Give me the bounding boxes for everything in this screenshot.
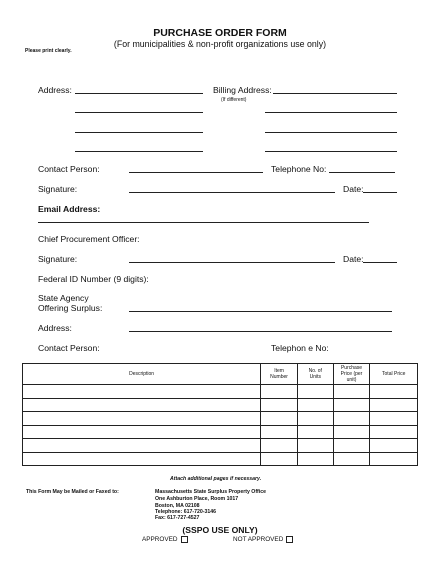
unit-price-header: Purchase Price (per unit) [333,364,370,385]
signature-2-label: Signature: [38,254,78,264]
item-number-header: Item Number [261,364,298,385]
units-cell[interactable] [297,385,333,399]
approved-checkbox[interactable] [181,536,188,543]
units-cell[interactable] [297,398,333,412]
item-number-cell[interactable] [261,385,298,399]
telephone-field[interactable] [329,172,395,173]
table-row [23,452,418,466]
item-number-cell[interactable] [261,398,298,412]
form-subtitle: (For municipalities & non-profit organizations use only) [113,39,327,49]
table-row [23,385,418,399]
date-label: Date: [343,184,364,194]
contact-person-field[interactable] [129,172,263,173]
state-agency-label-line1: State Agency [38,293,89,303]
form-title: PURCHASE ORDER FORM [153,27,287,39]
office-phone: Telephone: 617-720-3146 [155,509,217,515]
sspo-use-only: (SSPO USE ONLY) [182,525,258,535]
units-header: No. of Units [297,364,333,385]
not-approved-checkbox[interactable] [286,536,293,543]
not-approved-option[interactable] [233,536,293,543]
units-cell[interactable] [297,412,333,426]
billing-address-line-3[interactable] [265,132,397,133]
total-price-cell[interactable] [370,452,418,466]
unit-price-cell[interactable] [333,452,370,466]
billing-address-line-1[interactable] [273,93,397,94]
office-name: Massachusetts State Surplus Property Office [155,489,266,495]
chief-procurement-officer-label: Chief Procurement Officer: [38,234,140,244]
date-2-field[interactable] [363,262,397,263]
items-table [22,363,418,466]
item-number-cell[interactable] [261,452,298,466]
approved-option[interactable] [142,536,188,543]
billing-address-line-4[interactable] [265,151,397,152]
telephone-label: Telephone No: [271,164,327,174]
office-fax: Fax: 617-727-4527 [155,515,200,521]
address-line-1[interactable] [75,93,203,94]
table-row [23,412,418,426]
description-cell[interactable] [23,385,261,399]
total-price-cell[interactable] [370,385,418,399]
item-number-cell[interactable] [261,439,298,453]
billing-address-line-2[interactable] [265,112,397,113]
signature-2-field[interactable] [129,262,335,263]
table-row [23,398,418,412]
units-cell[interactable] [297,439,333,453]
contact-person-label: Contact Person: [38,164,100,174]
table-row [23,425,418,439]
address-2-field[interactable] [129,331,392,332]
description-cell[interactable] [23,412,261,426]
state-agency-field[interactable] [129,311,392,312]
address-line-2[interactable] [75,112,203,113]
email-address-label: Email Address: [38,204,101,214]
attach-pages-note: Attach additional pages if necessary. [170,476,262,482]
unit-price-cell[interactable] [333,439,370,453]
item-number-cell[interactable] [261,425,298,439]
unit-price-cell[interactable] [333,385,370,399]
description-cell[interactable] [23,398,261,412]
description-cell[interactable] [23,425,261,439]
table-row [23,439,418,453]
billing-address-label: Billing Address: [213,85,272,95]
if-different-note: (If different) [221,97,247,103]
unit-price-cell[interactable] [333,412,370,426]
telephone-2-label: Telephon e No: [271,343,329,353]
mail-fax-note: This Form May be Mailed or Faxed to: [26,489,119,495]
office-street: One Ashburton Place, Room 1017 [155,496,239,502]
total-price-header: Total Price [370,364,418,385]
item-number-cell[interactable] [261,412,298,426]
email-address-field[interactable] [38,222,369,223]
total-price-cell[interactable] [370,412,418,426]
office-city: Boston, MA 02108 [155,503,200,509]
description-header: Description [23,364,261,385]
unit-price-cell[interactable] [333,425,370,439]
total-price-cell[interactable] [370,425,418,439]
not-approved-label: NOT APPROVED [233,536,284,544]
approved-label: APPROVED [142,536,178,544]
units-cell[interactable] [297,452,333,466]
description-cell[interactable] [23,452,261,466]
items-table-header [23,364,418,385]
date-field[interactable] [363,192,397,193]
date-2-label: Date: [343,254,364,264]
contact-person-2-label: Contact Person: [38,343,100,353]
signature-label: Signature: [38,184,78,194]
description-cell[interactable] [23,439,261,453]
signature-field[interactable] [129,192,335,193]
address-2-label: Address: [38,323,72,333]
total-price-cell[interactable] [370,439,418,453]
total-price-cell[interactable] [370,398,418,412]
address-line-4[interactable] [75,151,203,152]
unit-price-cell[interactable] [333,398,370,412]
state-agency-label-line2: Offering Surplus: [38,303,103,313]
address-label: Address: [38,85,72,95]
address-line-3[interactable] [75,132,203,133]
units-cell[interactable] [297,425,333,439]
print-clearly-note: Please print clearly. [25,48,72,54]
federal-id-label: Federal ID Number (9 digits): [38,274,149,284]
